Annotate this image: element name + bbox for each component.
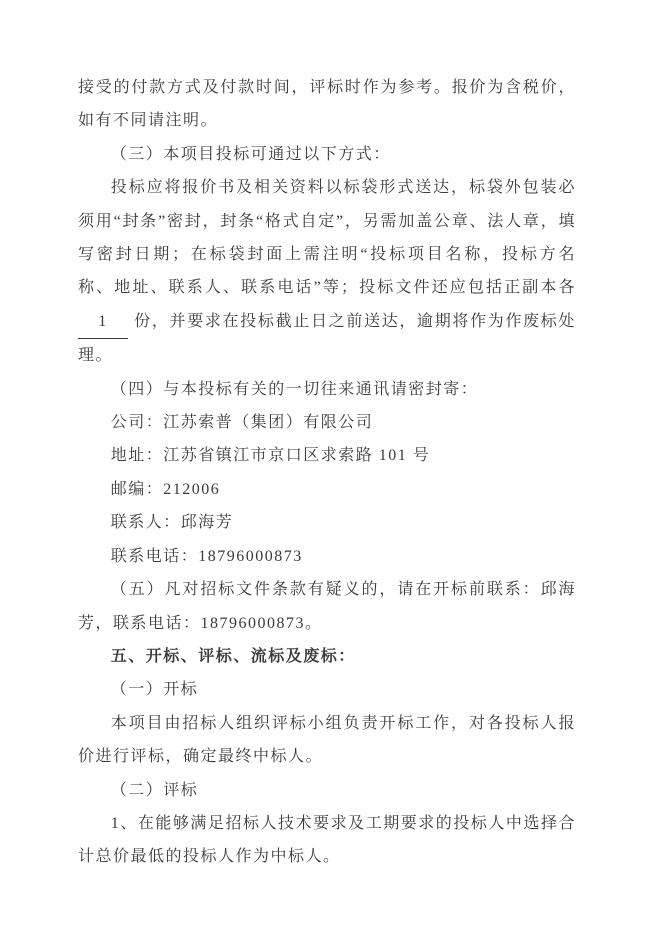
paragraph-payment-note: 接受的付款方式及付款时间，评标时作为参考。报价为含税价，如有不同请注明。 xyxy=(78,79,576,130)
paragraph-evaluation-rule-1: 1、在能够满足招标人技术要求及工期要求的投标人中选择合计总价最低的投标人作为中标人。 xyxy=(78,814,576,866)
section3-body-before-blank: 投标应将报价书及相关资料以标袋形式送达，标袋外包装必须用“封条”密封，封条“格式自定”，另需加盖公章、法人章，填写密封日期；在标袋封面上需注明“投标项目名称，投标方名称、地址、联系人、联系电话”等；投标文件还应包括正副本各 xyxy=(78,179,576,297)
paragraph-open-bid-title: （一）开标 xyxy=(110,681,199,699)
paragraph-company: 公司：江苏索普（集团）有限公司 xyxy=(110,414,374,432)
paragraph-section3-title: （三）本项目投标可通过以下方式： xyxy=(110,145,391,163)
paragraph-section5: （五）凡对招标文件条款有疑义的，请在开标前联系：邱海芳，联系电话：18796000873。 xyxy=(78,581,576,632)
chapter5-heading: 五、开标、评标、流标及废标： xyxy=(110,647,356,665)
paragraph-postcode: 邮编：212006 xyxy=(110,480,221,498)
paragraph-evaluation-title: （二）评标 xyxy=(110,781,199,799)
paragraph-address: 地址：江苏省镇江市京口区求索路 101 号 xyxy=(110,447,431,465)
paragraph-section4-title: （四）与本投标有关的一切往来通讯请密封寄： xyxy=(110,380,479,398)
paragraph-open-bid-body: 本项目由招标人组织评标小组负责开标工作，对各投标人报价进行评标，确定最终中标人。 xyxy=(78,714,576,766)
copies-count-blank: 1 xyxy=(78,305,128,339)
paragraph-contact-person: 联系人：邱海芳 xyxy=(110,514,234,532)
section3-body-after-blank: 份，并要求在投标截止日之前送达，逾期将作为作废标处理。 xyxy=(78,312,576,365)
paragraph-section3-body xyxy=(78,171,576,372)
paragraph-contact-phone: 联系电话：18796000873 xyxy=(110,547,303,565)
